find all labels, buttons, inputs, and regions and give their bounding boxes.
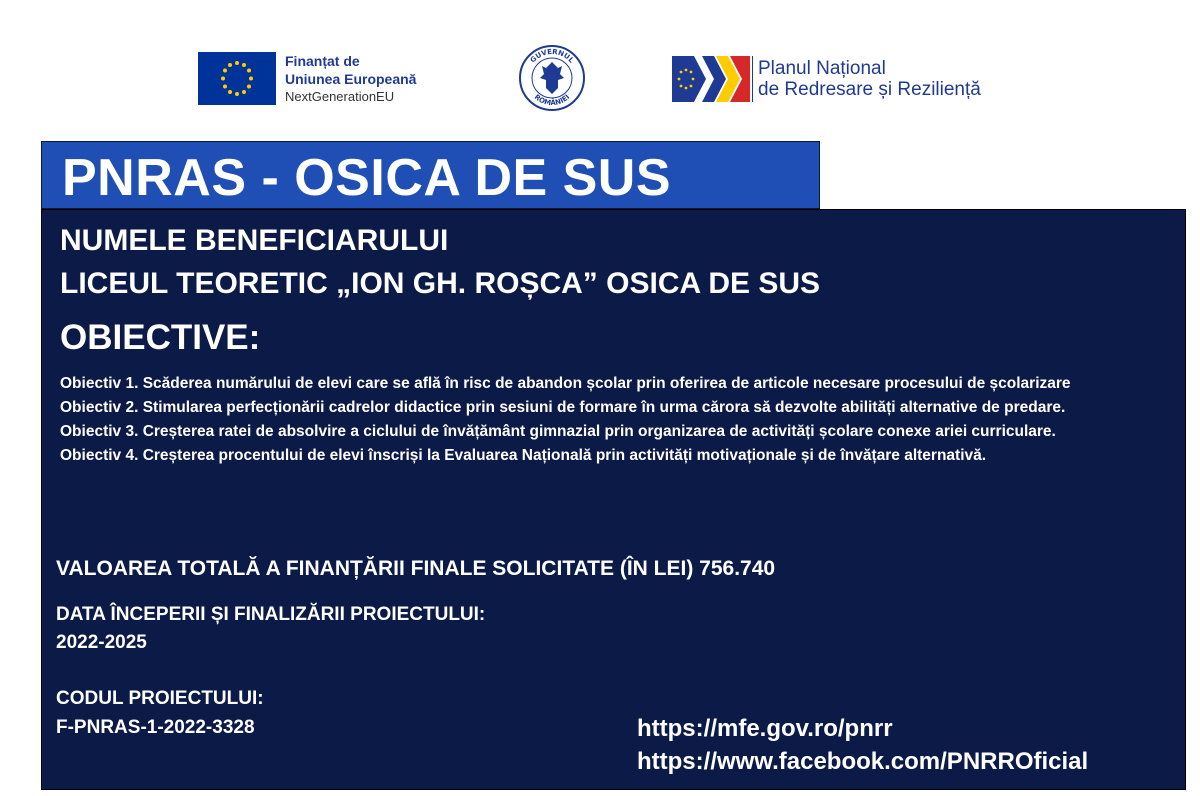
dates-value: 2022-2025	[56, 632, 147, 653]
pnrr-line-1: Planul Național	[758, 58, 886, 79]
pnrr-divider	[752, 56, 753, 102]
seal-text-top: GUVERNUL	[528, 47, 576, 65]
dates-label: DATA ÎNCEPERII ȘI FINALIZĂRII PROIECTULUI:	[56, 604, 486, 625]
beneficiary-label: NUMELE BENEFICIARULUI	[60, 224, 449, 257]
project-code-value: F-PNRAS-1-2022-3328	[56, 717, 255, 738]
beneficiary-name: LICEUL TEORETIC „ION GH. ROȘCA” OSICA DE SUS	[60, 267, 821, 300]
objectives-list	[60, 372, 1178, 468]
objective-item: Obiectiv 1. Scăderea numărului de elevi care se află în risc de abandon școlar prin oferirea de articole necesare procesului de școlarizare	[60, 375, 1071, 392]
objective-item: Obiectiv 3. Creșterea ratei de absolvire a ciclului de învățământ gimnazial prin organizarea de activități școlare conexe ariei curriculare.	[60, 423, 1056, 440]
eu-stars-icon	[198, 52, 276, 105]
pnrr-flag-arrows-icon	[672, 56, 752, 102]
mfe-link[interactable]: https://mfe.gov.ro/pnrr	[637, 715, 893, 742]
pnrr-logo	[672, 56, 752, 102]
eu-line-1: Finanțat de	[285, 53, 360, 69]
eu-flag-logo	[198, 52, 276, 105]
funding-value: VALOAREA TOTALĂ A FINANȚĂRII FINALE SOLICITATE (ÎN LEI) 756.740	[56, 557, 776, 580]
eu-funding-text	[285, 52, 416, 106]
eu-line-3: NextGenerationEU	[285, 89, 395, 104]
facebook-link[interactable]: https://www.facebook.com/PNRROficial	[637, 748, 1089, 775]
pnrr-line-2: de Redresare și Reziliență	[758, 79, 981, 100]
pnrr-text	[758, 58, 981, 100]
info-panel	[41, 209, 1186, 790]
objectives-heading: OBIECTIVE:	[60, 318, 261, 357]
project-code-label: CODUL PROIECTULUI:	[56, 688, 264, 709]
page-title: PNRAS - OSICA DE SUS	[62, 149, 672, 207]
eu-line-2: Uniunea Europeană	[285, 71, 417, 87]
objective-item: Obiectiv 4. Creșterea procentului de elevi înscriși la Evaluarea Națională prin activități motivaționale și de învățare alternativă.	[60, 447, 987, 464]
government-seal-logo	[518, 44, 586, 112]
objective-item: Obiectiv 2. Stimularea perfecționării cadrelor didactice prin sesiuni de formare în urma cărora să dezvolte abilități alternative de predare.	[60, 399, 1066, 416]
seal-text-bottom: ROMÂNIEI	[532, 92, 572, 108]
svg-text:ROMÂNIEI	[533, 93, 571, 107]
romania-coat-of-arms-icon	[518, 44, 586, 112]
title-banner	[41, 141, 820, 209]
